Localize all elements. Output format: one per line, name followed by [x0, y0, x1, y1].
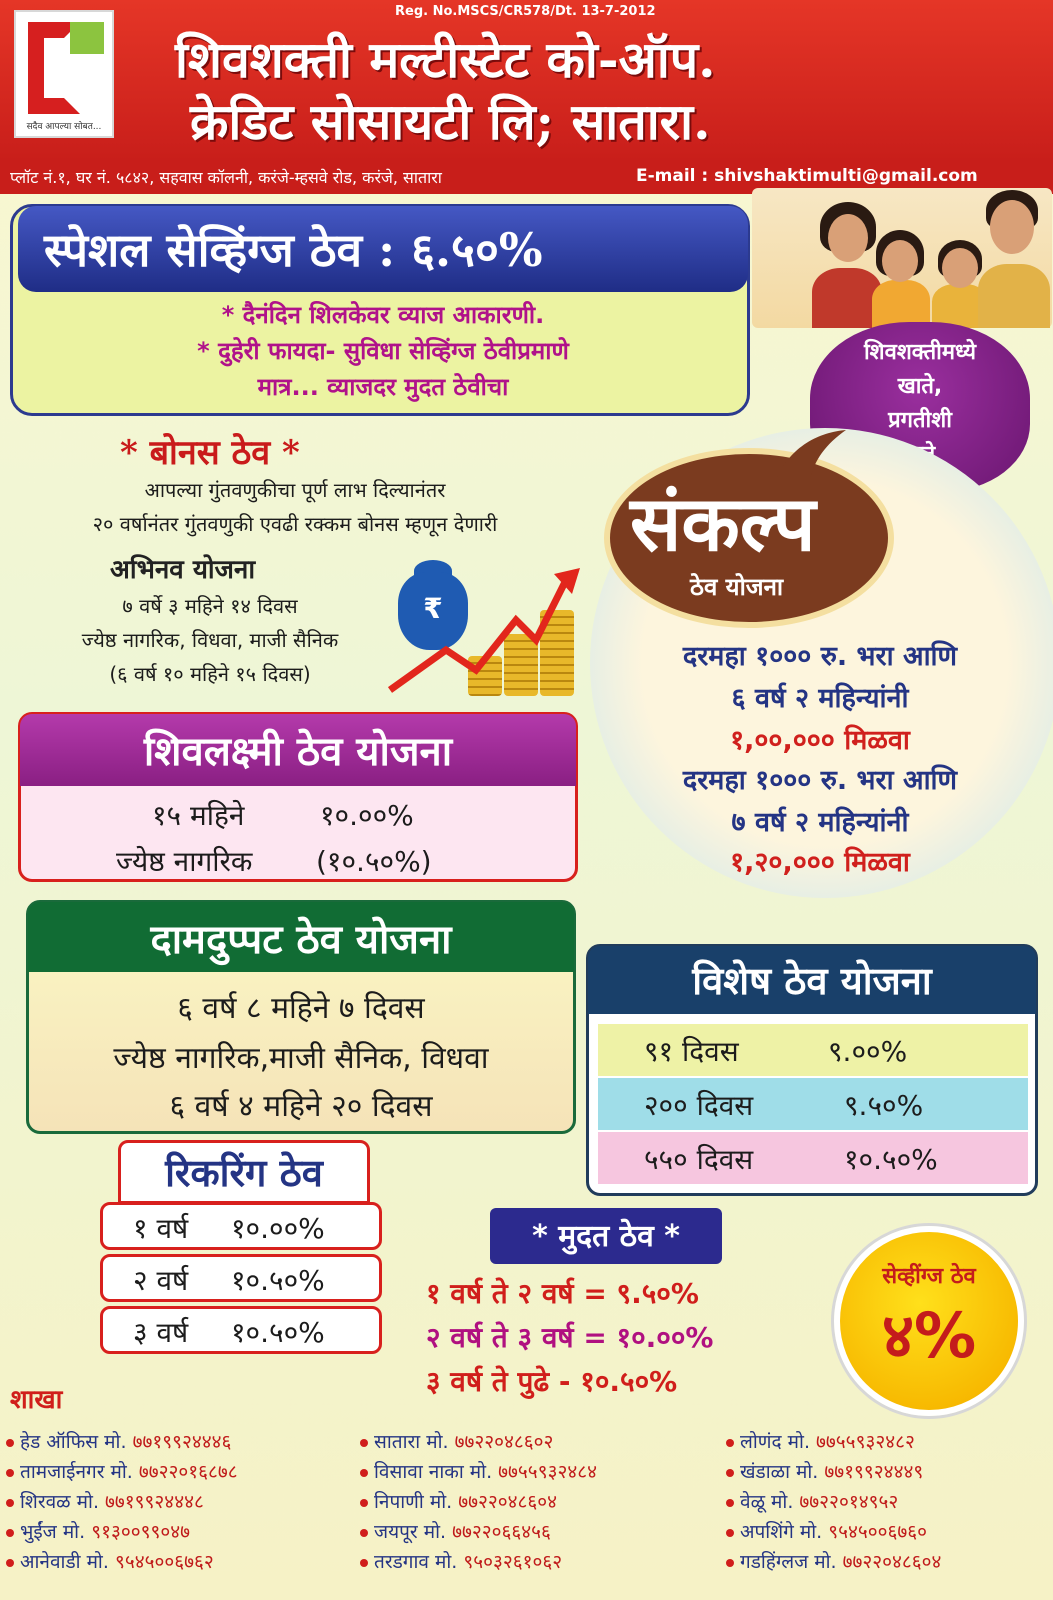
savings-label: सेव्हींग्ज ठेव: [882, 1264, 976, 1289]
girl-face: [882, 240, 918, 282]
bullet-icon: [360, 1469, 368, 1477]
vishesh-rate: १०.५०%: [844, 1143, 938, 1176]
bullet-icon: [726, 1499, 734, 1507]
recurring-term: २ वर्ष: [133, 1264, 189, 1297]
vishesh-term: २०० दिवस: [644, 1089, 754, 1122]
recurring-rate: १०.५०%: [231, 1264, 325, 1297]
vishesh-row: [598, 1078, 1028, 1130]
bonus-detail-1: ७ वर्षे ३ महिने १४ दिवस: [122, 594, 298, 618]
branch-phone: ७७५५९३२४८२: [816, 1431, 915, 1453]
mudat-line-2: २ वर्ष ते ३ वर्ष = १०.००%: [426, 1321, 714, 1354]
branches-title: शाखा: [10, 1385, 63, 1415]
branch-item: [6, 1488, 204, 1514]
recurring-rate: १०.००%: [231, 1212, 325, 1245]
bullet-icon: [360, 1499, 368, 1507]
branch-item: [360, 1488, 557, 1514]
rupee-icon: ₹: [423, 592, 443, 625]
sankalp-line-1: दरमहा १००० रु. भरा आणि: [682, 641, 958, 672]
tagline-line-1: शिवशक्तीमध्ये: [863, 340, 977, 365]
recurring-row: [100, 1254, 382, 1302]
bonus-detail-3: (६ वर्ष १० महिने १५ दिवस): [109, 662, 311, 686]
branch-item: [6, 1458, 238, 1484]
vishesh-term: ९१ दिवस: [644, 1035, 739, 1068]
special-savings-line-2: * दुहेरी फायदा- सुविधा सेव्हिंग्ज ठेवीप्रमाणे: [197, 337, 569, 365]
bonus-line-2: २० वर्षानंतर गुंतवणुकी एवढी रक्कम बोनस म्हणून देणारी: [92, 512, 498, 536]
father-figure: [978, 264, 1050, 328]
vishesh-row: [598, 1132, 1028, 1184]
damduppat-title: दामदुप्पट ठेव योजना: [150, 916, 452, 963]
branch-name: शिरवळ मो.: [20, 1491, 99, 1513]
vishesh-row: [598, 1024, 1028, 1076]
damduppat-line-1: ६ वर्ष ८ महिने ७ दिवस: [177, 991, 425, 1026]
damduppat-line-3: ६ वर्ष ४ महिने २० दिवस: [169, 1089, 433, 1124]
bullet-icon: [360, 1439, 368, 1447]
bullet-icon: [726, 1529, 734, 1537]
society-title-line2: क्रेडिट सोसायटी लि; सातारा.: [190, 92, 711, 151]
father-face: [990, 200, 1034, 254]
sankalp-title: संकल्प: [630, 479, 816, 568]
logo-tagline: सदैव आपल्या सोबत...: [26, 122, 102, 132]
bonus-detail-2: ज्येष्ठ नागरिक, विधवा, माजी सैनिक: [81, 628, 339, 652]
recurring-rate: १०.५०%: [231, 1316, 325, 1349]
vishesh-term: ५५० दिवस: [644, 1143, 754, 1176]
bullet-icon: [726, 1469, 734, 1477]
branch-name: खंडाळा मो.: [740, 1461, 819, 1483]
branch-phone: ७७२२०४८६०२: [454, 1431, 554, 1453]
savings-rate: ४%: [881, 1299, 977, 1372]
boy-face: [942, 248, 978, 288]
branch-phone: ७७२२०१४९५२: [799, 1491, 899, 1513]
vishesh-rate: ९.००%: [828, 1035, 908, 1068]
branch-name: तामजाईनगर मो.: [20, 1461, 133, 1483]
bullet-icon: [6, 1469, 14, 1477]
branch-name: आनेवाडी मो.: [20, 1551, 109, 1573]
branch-item: [360, 1458, 597, 1484]
branch-item: [6, 1548, 214, 1574]
tagline-line-2: खाते,: [897, 374, 943, 399]
bullet-icon: [360, 1529, 368, 1537]
vishesh-rate: ९.५०%: [844, 1089, 924, 1122]
special-savings-title: स्पेशल सेव्हिंग्ज ठेव : ६.५०%: [44, 223, 543, 277]
branch-name: भुईंज मो.: [20, 1521, 86, 1543]
society-logo: [14, 10, 114, 138]
bullet-icon: [6, 1439, 14, 1447]
shivlaxmi-rate-1: १०.००%: [320, 799, 414, 832]
sankalp-subtitle: ठेव योजना: [690, 573, 784, 601]
bullet-icon: [6, 1529, 14, 1537]
special-savings-line-1: * दैनंदिन शिलकेवर व्याज आकारणी.: [221, 301, 545, 329]
bullet-icon: [6, 1559, 14, 1567]
address-text: प्लॉट नं.१, घर नं. ५८४२, सहवास कॉलनी, करंजे-म्हसवे रोड, करंजे, सातारा: [10, 168, 442, 187]
recurring-row: [100, 1306, 382, 1354]
shivlaxmi-term-2: ज्येष्ठ नागरिक: [116, 845, 253, 878]
branch-name: विसावा नाका मो.: [374, 1461, 493, 1483]
sankalp-line-4: दरमहा १००० रु. भरा आणि: [682, 765, 958, 796]
girl-figure: [872, 280, 930, 328]
branch-name: अपशिंगे मो.: [740, 1521, 823, 1543]
logo-green-square: [70, 22, 104, 54]
vishesh-title: विशेष ठेव योजना: [692, 958, 932, 1003]
branch-phone: ९५४५००६७६२: [114, 1551, 214, 1573]
branch-phone: ७७२२०६६४५६: [452, 1521, 551, 1543]
branch-item: [726, 1518, 927, 1544]
recurring-term: १ वर्ष: [133, 1212, 189, 1245]
branch-phone: ९५०३२६१०६२: [463, 1551, 563, 1573]
branch-name: तरडगाव मो.: [374, 1551, 458, 1573]
bullet-icon: [360, 1559, 368, 1567]
branch-item: [360, 1548, 562, 1574]
sankalp-line-5: ७ वर्ष २ महिन्यांनी: [731, 807, 909, 838]
branch-item: [726, 1548, 941, 1574]
mother-face: [828, 214, 868, 262]
branch-item: [360, 1428, 553, 1454]
branch-phone: ७७१९९२४४४९: [824, 1461, 924, 1483]
sankalp-line-6: १,२०,००० मिळवा: [730, 847, 910, 878]
branch-phone: ७७५५९३२४८४: [498, 1461, 597, 1483]
branch-phone: ७७२२०१६८७८: [138, 1461, 238, 1483]
special-savings-line-3: मात्र... व्याजदर मुदत ठेवीचा: [257, 373, 509, 401]
branch-name: सातारा मो.: [374, 1431, 449, 1453]
bullet-icon: [6, 1499, 14, 1507]
branch-name: हेड ऑफिस मो.: [20, 1431, 127, 1453]
branch-phone: ७७२२०४८६०४: [458, 1491, 558, 1513]
recurring-title: रिकरिंग ठेव: [165, 1150, 323, 1195]
branch-name: लोणंद मो.: [740, 1431, 810, 1453]
branch-phone: ७७१९९२४४४६: [132, 1431, 232, 1453]
tagline-line-3: प्रगतीशी: [888, 408, 952, 433]
sankalp-line-3: १,००,००० मिळवा: [730, 725, 910, 756]
shivlaxmi-title: शिवलक्ष्मी ठेव योजना: [143, 728, 453, 775]
bullet-icon: [726, 1439, 734, 1447]
branch-name: जयपूर मो.: [374, 1521, 447, 1543]
branch-phone: ९१३००९९०४७: [91, 1521, 191, 1543]
society-title-line1: शिवशक्ती मल्टीस्टेट को-ऑप.: [175, 30, 716, 89]
recurring-term: ३ वर्ष: [133, 1316, 189, 1349]
damduppat-line-2: ज्येष्ठ नागरिक,माजी सैनिक, विधवा: [113, 1041, 489, 1076]
shivlaxmi-rate-2: (१०.५०%): [316, 845, 432, 878]
branch-item: [360, 1518, 551, 1544]
bonus-line-1: आपल्या गुंतवणुकीचा पूर्ण लाभ दिल्यानंतर: [144, 478, 446, 502]
branch-item: [6, 1428, 231, 1454]
branch-name: वेळू मो.: [740, 1491, 794, 1513]
family-photo: [752, 188, 1052, 328]
branch-name: निपाणी मो.: [374, 1491, 453, 1513]
sankalp-line-2: ६ वर्ष २ महिन्यांनी: [731, 683, 909, 714]
branch-item: [6, 1518, 190, 1544]
growth-arrow-icon: [386, 560, 586, 700]
branch-item: [726, 1428, 915, 1454]
branch-phone: ९५४५००६७६०: [828, 1521, 928, 1543]
mudat-line-1: १ वर्ष ते २ वर्ष = ९.५०%: [426, 1277, 699, 1310]
abhinav-scheme-title: अभिनव योजना: [110, 555, 256, 585]
branch-item: [726, 1458, 923, 1484]
mudat-title: * मुदत ठेव *: [532, 1219, 680, 1254]
branch-phone: ७७१९९२४४४८: [105, 1491, 204, 1513]
email-text: E-mail : shivshaktimulti@gmail.com: [636, 166, 978, 186]
branch-item: [726, 1488, 898, 1514]
branch-name: गडहिंग्लज मो.: [740, 1551, 837, 1573]
bullet-icon: [726, 1559, 734, 1567]
recurring-row: [100, 1202, 382, 1250]
branch-phone: ७७२२०४८६०४: [842, 1551, 942, 1573]
bonus-deposit-title: * बोनस ठेव *: [120, 433, 300, 473]
mudat-line-3: ३ वर्ष ते पुढे - १०.५०%: [426, 1365, 678, 1398]
shivlaxmi-term-1: १५ महिने: [152, 799, 245, 832]
registration-number: Reg. No.MSCS/CR578/Dt. 13-7-2012: [395, 4, 656, 19]
